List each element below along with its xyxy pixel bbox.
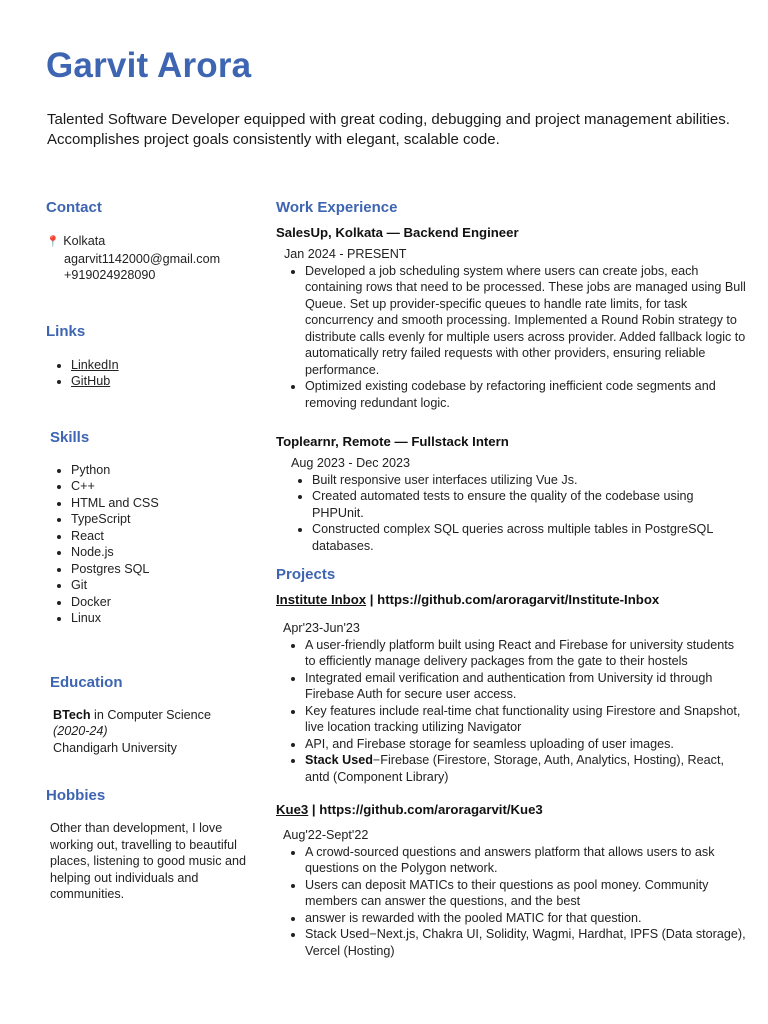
- job-bullets: [276, 472, 746, 555]
- project-bullets: [276, 844, 746, 960]
- job-date: Aug 2023 - Dec 2023: [291, 456, 411, 470]
- hobbies-heading: Hobbies: [46, 787, 106, 804]
- skill-item: • Postgres SQL: [71, 561, 261, 578]
- work-heading: Work Experience: [276, 199, 398, 216]
- education-years: (2020-24): [53, 724, 108, 738]
- list-item: • A crowd-sourced questions and answers platform that allows users to ask questions on the Polygon network.: [305, 844, 746, 877]
- project-bullets: [276, 637, 746, 786]
- list-item: • Built responsive user interfaces utilizing Vue Js.: [312, 472, 746, 489]
- list-item: [71, 357, 261, 374]
- project-name-link[interactable]: Institute Inbox: [276, 592, 367, 607]
- job-entry: [276, 433, 746, 554]
- right-column: [276, 198, 746, 959]
- project-title: [276, 591, 746, 609]
- job-bullets: [276, 263, 746, 412]
- profile-summary: Talented Software Developer equipped with great coding, debugging and project management abilities. Accomplishes project goals consistently with elegant, scalable code.: [47, 111, 730, 148]
- candidate-name: Garvit Arora: [46, 46, 252, 85]
- list-item: • A user-friendly platform built using React and Firebase for university students to efficiently manage delivery packages from the gate to their hostels: [305, 637, 746, 670]
- skill-item: • Git: [71, 577, 261, 594]
- skill-item: • TypeScript: [71, 511, 261, 528]
- separator: |: [308, 802, 320, 817]
- list-item: • API, and Firebase storage for seamless uploading of user images.: [305, 736, 746, 753]
- email: agarvit1142000@gmail.com: [64, 251, 221, 266]
- github-link[interactable]: GitHub: [71, 374, 111, 388]
- phone: +919024928090: [64, 268, 156, 282]
- list-item: • Integrated email verification and authentication from University id through Firebase Auth for secure user access.: [305, 670, 746, 703]
- separator: |: [366, 592, 378, 607]
- project-date: Aug'22-Sept'22: [283, 828, 369, 842]
- job-entry: [276, 224, 746, 411]
- list-item: • Key features include real-time chat functionality using Firestore and Snapshot, live location tracking utilizing Navigator: [305, 703, 746, 736]
- list-item: [305, 752, 746, 785]
- skill-item: • HTML and CSS: [71, 495, 261, 512]
- contact-block: [46, 233, 261, 284]
- skill-item: • Docker: [71, 594, 261, 611]
- education-block: [46, 707, 261, 757]
- project-entry: [276, 801, 746, 959]
- stack-label: Stack Used: [305, 753, 373, 767]
- job-date: Jan 2024 - PRESENT: [284, 247, 407, 261]
- skill-item: • React: [71, 528, 261, 545]
- location-pin-icon: 📍: [46, 236, 60, 248]
- project-name-link[interactable]: Kue3: [276, 802, 309, 817]
- project-entry: [276, 591, 746, 785]
- field-of-study: in Computer Science: [90, 707, 211, 722]
- location: Kolkata: [63, 234, 106, 248]
- skill-item: • Python: [71, 462, 261, 479]
- list-item: • Users can deposit MATICs to their questions as pool money. Community members can answer the questions, and the best: [305, 877, 746, 910]
- education-heading: Education: [50, 673, 123, 691]
- project-url: https://github.com/aroragarvit/Kue3: [319, 802, 543, 817]
- job-title: Toplearnr, Remote — Fullstack Intern: [276, 434, 509, 449]
- job-title: SalesUp, Kolkata — Backend Engineer: [276, 225, 519, 240]
- skills-list: [46, 462, 261, 627]
- linkedin-link[interactable]: LinkedIn: [71, 357, 119, 372]
- list-item: [71, 373, 261, 390]
- links-heading: Links: [46, 322, 86, 340]
- project-date: Apr'23-Jun'23: [283, 621, 360, 635]
- skill-item: • Linux: [71, 610, 261, 627]
- left-column: [46, 198, 261, 903]
- list-item: • Created automated tests to ensure the quality of the codebase using PHPUnit.: [312, 488, 746, 521]
- list-item: • Stack Used−Next.js, Chakra UI, Solidity, Wagmi, Hardhat, IPFS (Data storage), Vercel (Hosting): [305, 926, 746, 959]
- stack-text: −Firebase (Firestore, Storage, Auth, Analytics, Hosting), React, antd (Component Library): [305, 753, 724, 784]
- links-list: [46, 357, 261, 390]
- list-item: • Developed a job scheduling system where users can create jobs, each containing rows that need to be processed. These jobs are managed using Bull Queue. Set up provider-specific queues to handle rate limits, for task concurrency and smooth processing. Implemented a Round Robin strategy to distribute calls evenly for multiple users across provider. Added fallback logic to automatically retry failed requests with other providers, ensuring reliable performance.: [305, 263, 746, 379]
- degree: BTech: [53, 707, 91, 722]
- skills-heading: Skills: [50, 428, 90, 446]
- project-url: https://github.com/aroragarvit/Institute-Inbox: [377, 592, 660, 607]
- projects-heading: Projects: [276, 566, 336, 583]
- skill-item: • C++: [71, 478, 261, 495]
- hobbies-text: Other than development, I love working out, travelling to beautiful places, listening to good music and helping out individuals and communities.: [50, 821, 247, 901]
- project-title: [276, 801, 746, 819]
- list-item: • Constructed complex SQL queries across multiple tables in PostgreSQL databases.: [312, 521, 746, 554]
- contact-heading: Contact: [46, 199, 102, 216]
- skill-item: • Node.js: [71, 544, 261, 561]
- school: Chandigarh University: [53, 740, 177, 755]
- list-item: • Optimized existing codebase by refactoring inefficient code segments and removing redundant logic.: [305, 378, 746, 411]
- list-item: • answer is rewarded with the pooled MATIC for that question.: [305, 910, 746, 927]
